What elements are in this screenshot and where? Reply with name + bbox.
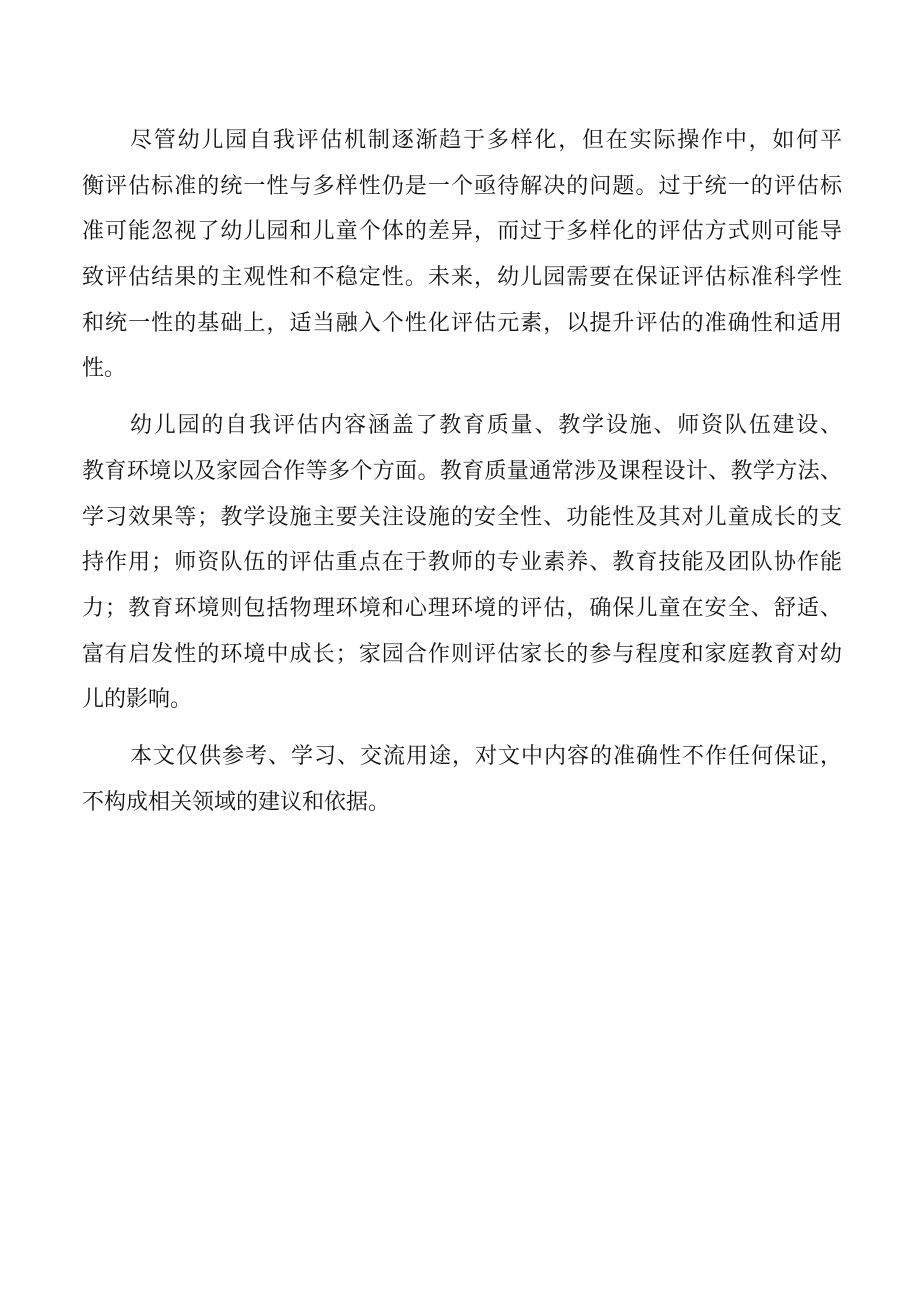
document-body (82, 118, 842, 825)
paragraph-line: 富有启发性的环境中成长；家园合作则评估家长的参与程度和家庭教育对幼 (82, 641, 842, 667)
paragraph-line: 尽管幼儿园自我评估机制逐渐趋于多样化，但在实际操作中，如何平 (130, 128, 842, 153)
paragraph-line: 性。 (82, 356, 127, 382)
paragraph-line: 和统一性的基础上，适当融入个性化评估元素，以提升评估的准确性和适用 (82, 310, 842, 336)
paragraph-line: 不构成相关领域的建议和依据。 (82, 789, 391, 815)
paragraph-line: 致评估结果的主观性和不稳定性。未来，幼儿园需要在保证评估标准科学性 (82, 265, 842, 291)
paragraph-line: 准可能忽视了幼儿园和儿童个体的差异，而过于多样化的评估方式则可能导 (82, 219, 842, 245)
paragraph-line: 学习效果等；教学设施主要关注设施的安全性、功能性及其对儿童成长的支 (82, 504, 842, 530)
paragraph-line: 持作用；师资队伍的评估重点在于教师的专业素养、教育技能及团队协作能 (82, 550, 842, 576)
paragraph-line: 衡评估标准的统一性与多样性仍是一个亟待解决的问题。过于统一的评估标 (82, 173, 842, 199)
paragraph-line: 幼儿园的自我评估内容涵盖了教育质量、教学设施、师资队伍建设、 (130, 413, 842, 439)
paragraph-line: 力；教育环境则包括物理环境和心理环境的评估，确保儿童在安全、舒适、 (82, 595, 842, 621)
paragraph-1 (82, 118, 842, 392)
paragraph-2 (82, 403, 842, 723)
paragraph-3 (82, 734, 842, 825)
paragraph-line: 儿的影响。 (82, 687, 193, 713)
paragraph-line: 教育环境以及家园合作等多个方面。教育质量通常涉及课程设计、教学方法、 (82, 458, 842, 484)
paragraph-line: 本文仅供参考、学习、交流用途，对文中内容的准确性不作任何保证， (130, 743, 842, 769)
